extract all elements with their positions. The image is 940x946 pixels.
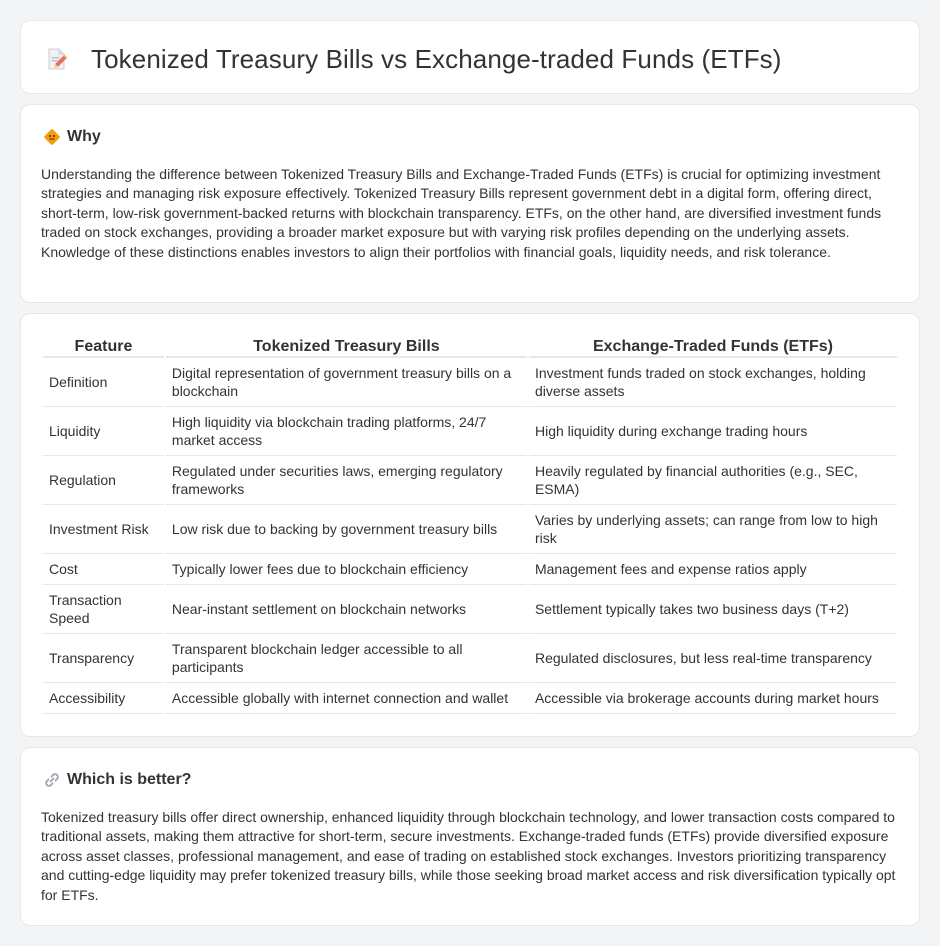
better-card [20, 747, 920, 926]
table-row [43, 456, 897, 505]
comparison-table [41, 336, 899, 714]
table-row [43, 585, 897, 634]
tokenized-cell: Digital representation of government treasury bills on a blockchain [166, 358, 527, 407]
etf-cell: Varies by underlying assets; can range from low to high risk [529, 505, 897, 554]
table-row [43, 505, 897, 554]
etf-cell: Regulated disclosures, but less real-time transparency [529, 634, 897, 683]
page-title: Tokenized Treasury Bills vs Exchange-traded Funds (ETFs) [91, 43, 782, 74]
why-paragraph: Understanding the difference between Tokenized Treasury Bills and Exchange-Traded Funds (ETFs) is crucial for optimizing investment strategies and managing risk exposure effectively. Tokenized Treasury Bills represent government debt in a digital form, offering direct, short-term, low-risk government-backed returns with blockchain transparency. ETFs, on the other hand, are diversified investment funds traded on stock exchanges, providing a broader market exposure but with varying risk profiles depending on the underlying assets. Knowledge of these distinctions enables investors to align their portfolios with financial goals, liquidity needs, and risk tolerance. [41, 166, 882, 260]
tokenized-cell: Near-instant settlement on blockchain networks [166, 585, 527, 634]
feature-cell: Transaction Speed [43, 585, 164, 634]
feature-cell: Cost [43, 554, 164, 585]
etf-cell: Heavily regulated by financial authorities (e.g., SEC, ESMA) [529, 456, 897, 505]
better-heading: Which is better? [67, 771, 192, 788]
table-row [43, 634, 897, 683]
etf-cell: Investment funds traded on stock exchanges, holding diverse assets [529, 358, 897, 407]
why-heading: Why [67, 128, 101, 145]
why-card [20, 104, 920, 303]
tokenized-cell: Accessible globally with internet connection and wallet [166, 683, 527, 714]
table-row [43, 683, 897, 714]
table-header-row [43, 336, 897, 358]
title-card [20, 20, 920, 94]
header-etfs: Exchange-Traded Funds (ETFs) [529, 336, 897, 358]
table-row [43, 407, 897, 456]
etf-cell: Settlement typically takes two business days (T+2) [529, 585, 897, 634]
title-row [45, 43, 782, 75]
tokenized-cell: Typically lower fees due to blockchain efficiency [166, 554, 527, 585]
link-icon [43, 771, 61, 789]
etf-cell: Accessible via brokerage accounts during market hours [529, 683, 897, 714]
tokenized-cell: Low risk due to backing by government treasury bills [166, 505, 527, 554]
header-tokenized-treasury-bills: Tokenized Treasury Bills [166, 336, 527, 358]
feature-cell: Transparency [43, 634, 164, 683]
table-row [43, 554, 897, 585]
etf-cell: Management fees and expense ratios apply [529, 554, 897, 585]
tokenized-cell: Transparent blockchain ledger accessible to all participants [166, 634, 527, 683]
feature-cell: Investment Risk [43, 505, 164, 554]
table-row [43, 358, 897, 407]
diamond-sign-icon [43, 128, 61, 146]
why-header [43, 127, 101, 147]
better-header [43, 770, 191, 790]
document-pencil-icon [45, 47, 69, 71]
etf-cell: High liquidity during exchange trading hours [529, 407, 897, 456]
tokenized-cell: High liquidity via blockchain trading platforms, 24/7 market access [166, 407, 527, 456]
feature-cell: Definition [43, 358, 164, 407]
feature-cell: Regulation [43, 456, 164, 505]
feature-cell: Liquidity [43, 407, 164, 456]
header-feature: Feature [43, 336, 164, 358]
tokenized-cell: Regulated under securities laws, emerging regulatory frameworks [166, 456, 527, 505]
comparison-card [20, 313, 920, 737]
feature-cell: Accessibility [43, 683, 164, 714]
better-paragraph: Tokenized treasury bills offer direct ownership, enhanced liquidity through blockchain technology, and lower transaction costs compared to traditional assets, making them attractive for short-term, secure investments. Exchange-traded funds (ETFs) provide diversified exposure across asset classes, professional management, and ease of trading on established stock exchanges. Investors prioritizing transparency and cutting-edge liquidity may prefer tokenized treasury bills, while those seeking broad market access and risk diversification typically opt for ETFs. [41, 809, 896, 903]
